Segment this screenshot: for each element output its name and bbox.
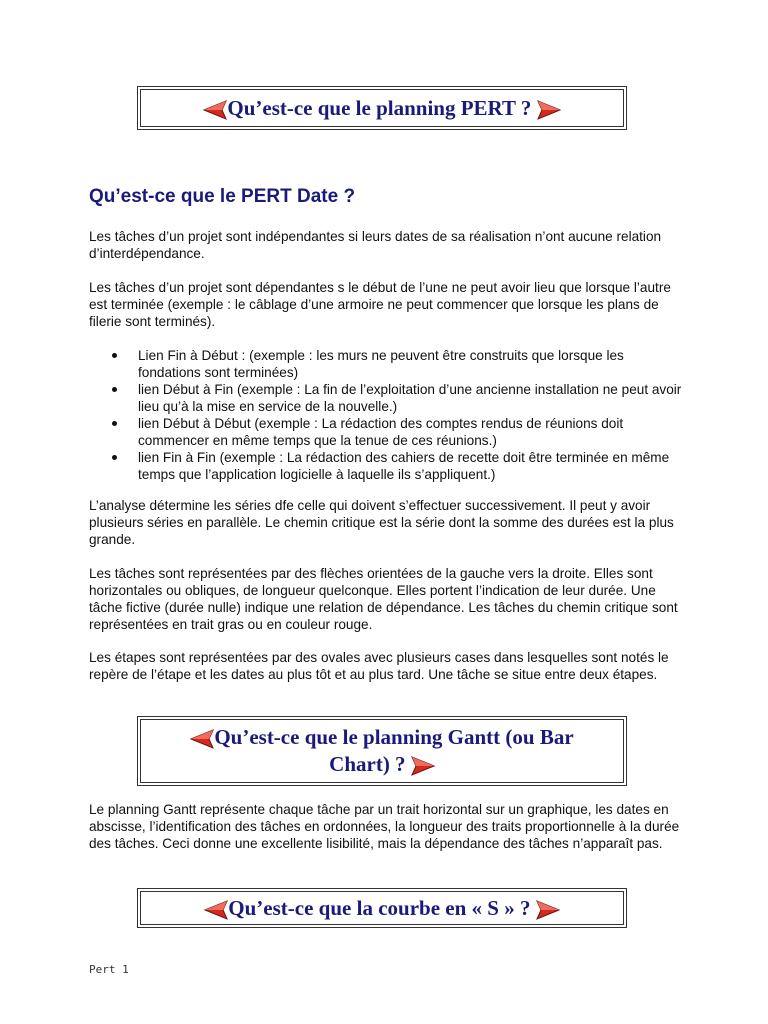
section-title-s-curve: Qu’est-ce que la courbe en « S » ? xyxy=(228,895,531,920)
paragraph: Les étapes sont représentées par des ovales avec plusieurs cases dans lesquelles sont notés le repère de l’étape et les dates au plus tôt et au plus tard. Une tâche se situe entre deux étapes. xyxy=(89,650,669,682)
section-title-gantt-line1: Qu’est-ce que le planning Gantt (ou Bar xyxy=(214,725,574,749)
list-item: lien Début à Début (exemple : La rédaction des comptes rendus de réunions doit commencer en même temps que la tenue de ces réunions.) xyxy=(110,415,690,449)
page-footer: Pert 1 xyxy=(89,963,129,976)
list-item: Lien Fin à Début : (exemple : les murs ne peuvent être construits que lorsque les fondations sont terminées) xyxy=(110,347,690,381)
paragraph: Les tâches d’un projet sont indépendantes si leurs dates de sa réalisation n’ont aucune relation d’interdépendance. xyxy=(89,229,662,261)
list-item: lien Début à Fin (exemple : La fin de l’exploitation d’une ancienne installation ne peut avoir lieu qu’à la mise en service de la nouvelle.) xyxy=(110,381,690,415)
bullet-icon xyxy=(112,387,117,392)
arrow-left-icon[interactable] xyxy=(190,728,214,750)
list-item: lien Fin à Fin (exemple : La rédaction des cahiers de recette doit être terminée en même temps que l’application logicielle à laquelle ils s’appliquent.) xyxy=(110,449,690,483)
paragraph: L’analyse détermine les séries dfe celle qui doivent s’effectuer successivement. Il peut y avoir plusieurs séries en parallèle. Le chemin critique est la série dont la somme des durées est la plus grande. xyxy=(89,498,674,547)
section-title-gantt-line2: Chart) ? xyxy=(329,752,406,776)
arrow-left-icon[interactable] xyxy=(204,899,228,921)
section-title-box-s-curve xyxy=(137,888,627,928)
arrow-right-icon[interactable] xyxy=(537,99,561,121)
paragraph: Les tâches d’un projet sont dépendantes s le début de l’une ne peut avoir lieu que lorsque l’autre est terminée (exemple : le câblage d’une armoire ne peut commencer que lorsque les plans de filerie sont terminés). xyxy=(89,280,671,329)
bullet-icon xyxy=(112,353,117,358)
section-title-box-pert xyxy=(137,86,627,130)
bullet-icon xyxy=(112,421,117,426)
heading-pert-date: Qu’est-ce que le PERT Date ? xyxy=(89,186,356,207)
section-title-pert: Qu’est-ce que le planning PERT ? xyxy=(227,95,532,120)
paragraph: Les tâches sont représentées par des flèches orientées de la gauche vers la droite. Elles sont horizontales ou obliques, de longueur quelconque. Elles portent l’indication de leur durée. Une tâche fictive (durée nulle) indique une relation de dépendance. Les tâches du chemin critique sont représentées en trait gras ou en couleur rouge. xyxy=(89,566,678,632)
arrow-right-icon[interactable] xyxy=(536,899,560,921)
arrow-right-icon[interactable] xyxy=(411,755,435,777)
bullet-icon xyxy=(112,455,117,460)
paragraph: Le planning Gantt représente chaque tâche par un trait horizontal sur un graphique, les dates en abscisse, l’identification des tâches en ordonnées, la longueur des traits proportionnelle à la durée des tâches. Ceci donne une excellente lisibilité, mais la dépendance des tâches n’apparaît pas. xyxy=(89,802,680,851)
dependency-links-list xyxy=(110,347,690,483)
section-title-box-gantt xyxy=(137,716,627,786)
arrow-left-icon[interactable] xyxy=(203,99,227,121)
